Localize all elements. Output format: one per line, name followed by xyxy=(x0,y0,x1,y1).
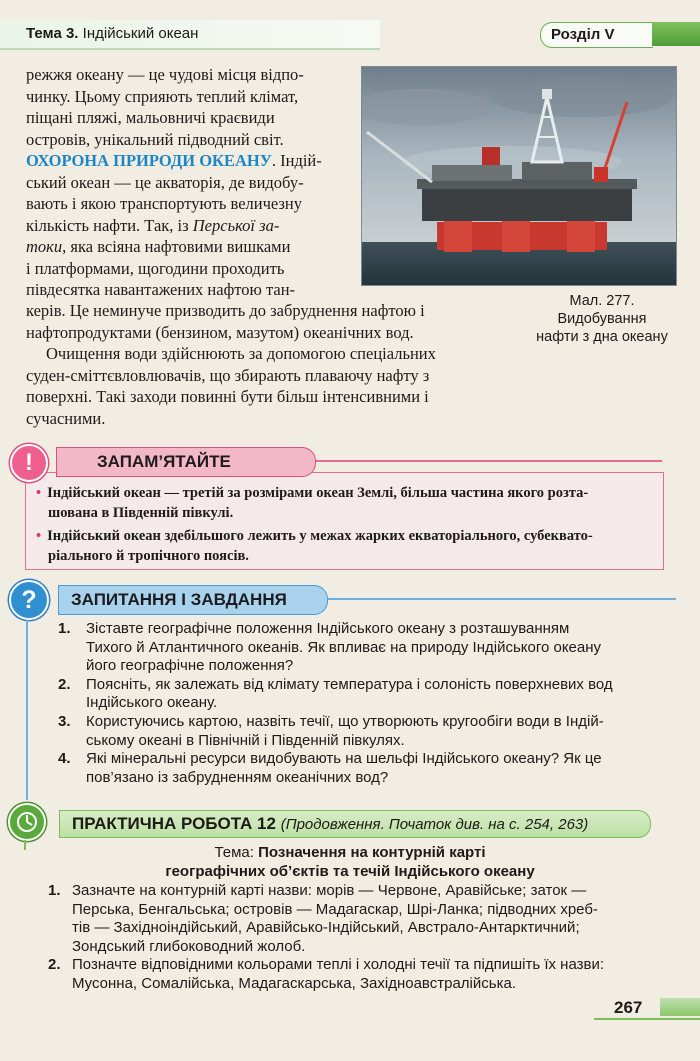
caption-line: Видобування xyxy=(557,311,647,327)
questions-tail xyxy=(26,620,28,800)
exclamation-icon: ! xyxy=(10,444,48,482)
text-line: ський океан — це акваторія, де видобу- xyxy=(26,172,304,192)
practical-topic-line2: географічних об’єктів та течій Індійського океану xyxy=(165,863,535,880)
remember-rule xyxy=(314,460,662,462)
text-line: півдесятка навантажених нафтою тан- xyxy=(26,280,296,299)
bullet-icon: • xyxy=(36,485,42,501)
question-item: 1. Зіставте географічне положення Індійського океану з розташуванням Тихого й Атлантичного океанів. Як впливає на природу Індійського океану його географічне положення? xyxy=(58,620,602,675)
text-line: і платформами, щогодини проходить xyxy=(26,258,285,278)
header-topic-label: Тема 3. xyxy=(26,25,79,42)
header-topic xyxy=(26,25,198,42)
cleanup-paragraph xyxy=(26,343,526,429)
text-line: поверхні. Такі заходи повинні бути більш інтенсивними і xyxy=(26,387,429,406)
compass-icon xyxy=(8,803,46,841)
header-section: Розділ V xyxy=(551,26,615,43)
question-item: 4. Які мінеральні ресурси видобувають на шельфі Індійського океану? Як це пов’язано із забрудненням океанічних вод? xyxy=(58,750,602,786)
practical-list xyxy=(48,882,678,994)
text-line: кількість нафти. Так, із Перської за- xyxy=(26,215,280,235)
header-topic-band xyxy=(0,20,380,50)
practical-item: 2. Позначте відповідними кольорами теплі і холодні течії та підпишіть їх назви: Мусонна, Сомалійська, Мадагаскарська, Західноавстралійська. xyxy=(48,956,605,992)
text-line: ОХОРОНА ПРИРОДИ ОКЕАНУ. Індій- xyxy=(26,151,322,170)
caption-line: Мал. 277. xyxy=(569,293,635,309)
text-line: сучасними. xyxy=(26,408,106,428)
caption-line: нафти з дна океану xyxy=(536,329,668,345)
text-line: чинку. Цьому сприяють теплий клімат, xyxy=(26,86,299,106)
question-item: 3. Користуючись картою, назвіть течії, що утворюють кругообіги води в Індій- ському океані в Північній і Південній півкулях. xyxy=(58,712,604,749)
questions-list xyxy=(58,620,670,787)
oil-platform-photo xyxy=(361,66,677,286)
footer-tab xyxy=(660,998,700,1016)
bullet-icon: • xyxy=(36,528,42,544)
practical-title-badge xyxy=(59,810,651,838)
questions-rule xyxy=(326,598,676,600)
practical-item: 1. Зазначте на контурній карті назви: морів — Червоне, Аравійське; заток — Перська, Бенгальська; островів — Мадагаскар, Шрі-Ланка; підводних хреб- тів — Західноіндійський, Аравійсько-Індійський, Австрало-Антарктичний; Зондський глибоководний жолоб. xyxy=(48,882,598,955)
intro-paragraph xyxy=(26,64,356,150)
text-line: островів, унікальний підводний світ. xyxy=(26,129,284,149)
protection-paragraph xyxy=(26,150,356,301)
footer-rule xyxy=(594,1018,700,1020)
figure-caption xyxy=(520,292,684,346)
practical-topic-line1: Тема: Позначення на контурній карті xyxy=(214,844,486,861)
protection-paragraph-cont xyxy=(26,300,526,343)
running-header xyxy=(0,20,700,48)
question-item: 2. Поясніть, як залежать від клімату температура і солоність поверхневих вод Індійського океану. xyxy=(58,675,613,712)
text-line: токи, яка всіяна нафтовими вишками xyxy=(26,237,291,256)
remember-item: • Індійський океан здебільшого лежить у межах жарких екваторіального, субеквато- ріального й тропічного поясів. xyxy=(36,528,593,564)
protection-heading: ОХОРОНА ПРИРОДИ ОКЕАНУ xyxy=(26,151,272,170)
page-number: 267 xyxy=(614,998,643,1017)
remember-title-badge xyxy=(56,447,316,477)
remember-title: ЗАПАМ’ЯТАЙТЕ xyxy=(97,452,231,471)
text-line: нафтопродуктами (бензином, мазутом) океанічних вод. xyxy=(26,322,414,342)
text-line: суден-сміттєвловлювачів, що збирають плаваючу нафту з xyxy=(26,365,430,385)
remember-item: • Індійський океан — третій за розмірами океан Землі, більша частина якого розта- шована в Південній півкулі. xyxy=(36,485,589,521)
question-icon: ? xyxy=(9,580,49,620)
practical-subtitle: (Продовження. Початок див. на с. 254, 263) xyxy=(280,816,589,833)
text-line: вають і якою транспортують величезну xyxy=(26,194,303,213)
oil-platform-illustration xyxy=(362,67,676,285)
practical-title: ПРАКТИЧНА РОБОТА 12 xyxy=(72,814,276,833)
text-line: Очищення води здійснюють за допомогою спеціальних xyxy=(46,344,436,363)
questions-title-badge xyxy=(58,585,328,615)
text-line: керів. Це неминуче призводить до забруднення нафтою і xyxy=(26,301,425,320)
header-topic-name: Індійський океан xyxy=(82,25,199,42)
text-line: режжя океану — це чудові місця відпо- xyxy=(26,65,304,84)
header-tab xyxy=(652,22,700,46)
questions-title: ЗАПИТАННЯ І ЗАВДАННЯ xyxy=(71,590,287,609)
text-line: піщані пляжі, мальовничі краєвиди xyxy=(26,108,275,127)
header-section-badge xyxy=(540,22,653,48)
